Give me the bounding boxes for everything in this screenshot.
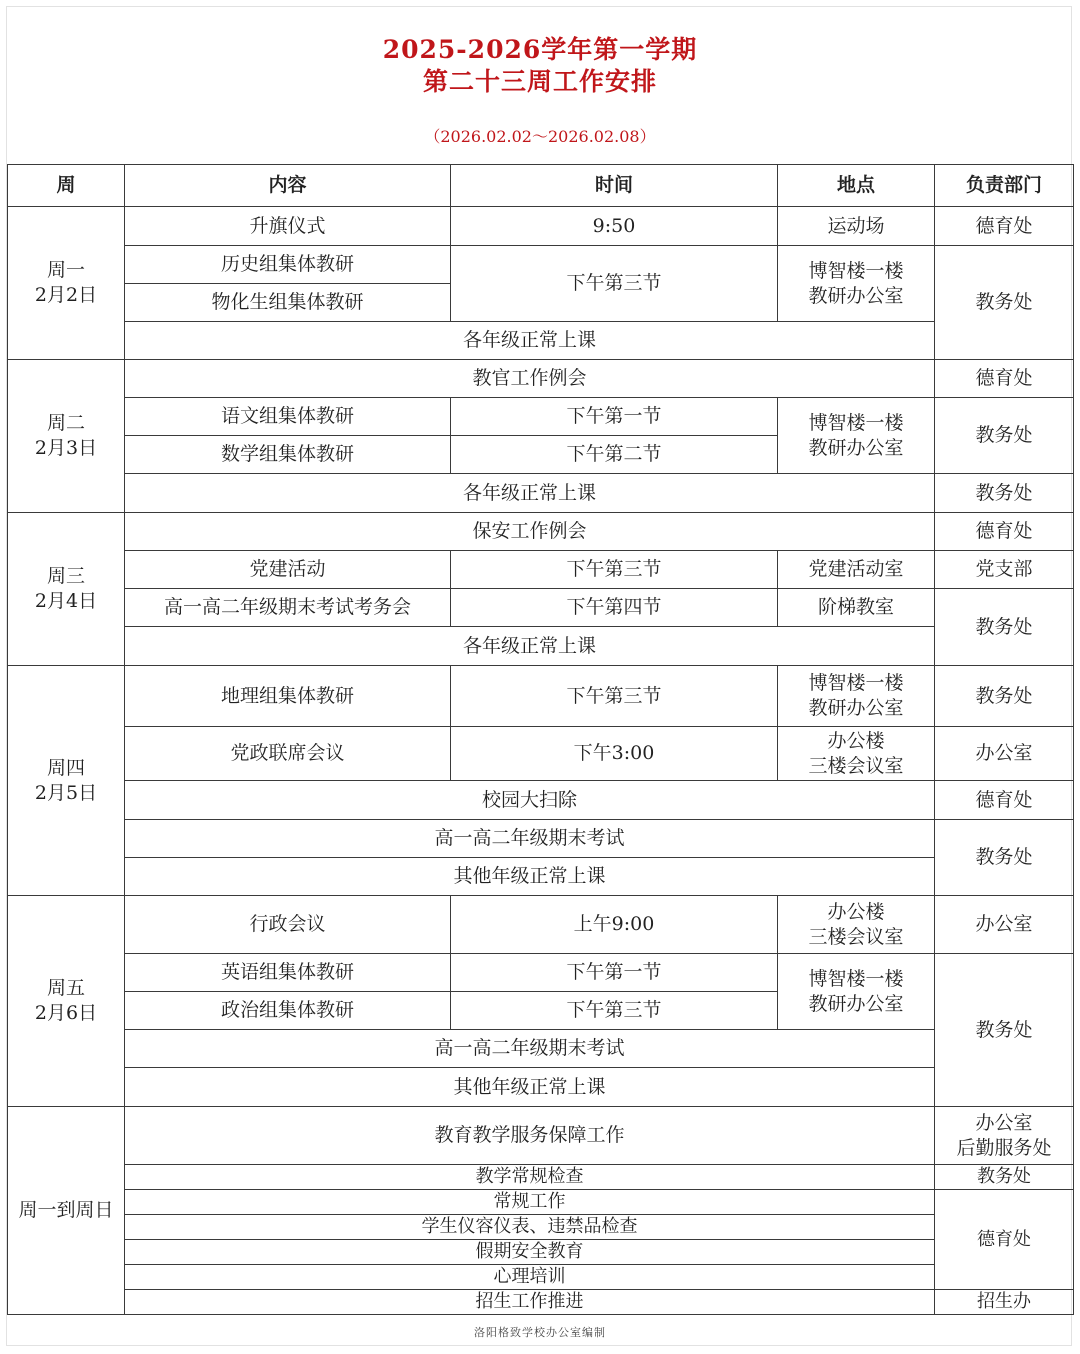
table-row — [8, 1265, 1074, 1290]
place-cell: 博智楼一楼 教研办公室 — [778, 398, 935, 474]
day-cell: 周一 2月2日 — [8, 207, 125, 360]
content-cell: 学生仪容仪表、违禁品检查 — [125, 1215, 935, 1240]
table-row — [8, 322, 1074, 360]
content-cell: 假期安全教育 — [125, 1240, 935, 1265]
table-row — [8, 781, 1074, 820]
time-cell: 9:50 — [451, 207, 778, 246]
header-place: 地点 — [778, 165, 935, 207]
content-cell: 各年级正常上课 — [125, 627, 935, 666]
content-cell: 其他年级正常上课 — [125, 1068, 935, 1107]
header-row — [8, 165, 1074, 207]
day-cell: 周四 2月5日 — [8, 666, 125, 896]
header-dept: 负责部门 — [935, 165, 1074, 207]
dept-cell: 办公室 后勤服务处 — [935, 1107, 1074, 1165]
time-cell: 下午3:00 — [451, 727, 778, 781]
content-cell: 保安工作例会 — [125, 513, 935, 551]
table-row — [8, 1240, 1074, 1265]
place-cell: 博智楼一楼 教研办公室 — [778, 666, 935, 727]
content-cell: 地理组集体教研 — [125, 666, 451, 727]
table-row — [8, 589, 1074, 627]
dept-cell: 教务处 — [935, 474, 1074, 513]
table-row — [8, 820, 1074, 858]
content-cell: 教学常规检查 — [125, 1165, 935, 1190]
dept-cell: 德育处 — [935, 513, 1074, 551]
content-cell: 政治组集体教研 — [125, 992, 451, 1030]
content-cell: 物化生组集体教研 — [125, 284, 451, 322]
content-cell: 语文组集体教研 — [125, 398, 451, 436]
schedule-table — [7, 164, 1074, 1315]
time-cell: 下午第一节 — [451, 954, 778, 992]
date-range: （2026.02.02～2026.02.08） — [424, 127, 656, 146]
place-cell: 博智楼一楼 教研办公室 — [778, 954, 935, 1030]
table-row — [8, 627, 1074, 666]
dept-cell: 教务处 — [935, 589, 1074, 666]
time-cell: 下午第三节 — [451, 992, 778, 1030]
dept-cell: 招生办 — [935, 1290, 1074, 1315]
content-cell: 招生工作推进 — [125, 1290, 935, 1315]
table-row — [8, 1190, 1074, 1215]
content-cell: 常规工作 — [125, 1190, 935, 1215]
table-row — [8, 513, 1074, 551]
dept-cell: 德育处 — [935, 1190, 1074, 1290]
time-cell: 下午第三节 — [451, 666, 778, 727]
table-row — [8, 551, 1074, 589]
table-row — [8, 474, 1074, 513]
content-cell: 其他年级正常上课 — [125, 858, 935, 896]
content-cell: 各年级正常上课 — [125, 474, 935, 513]
table-row — [8, 727, 1074, 781]
table-row — [8, 246, 1074, 284]
dept-cell: 德育处 — [935, 360, 1074, 398]
table-row — [8, 896, 1074, 954]
time-cell: 下午第四节 — [451, 589, 778, 627]
table-row — [8, 1215, 1074, 1240]
dept-cell: 德育处 — [935, 781, 1074, 820]
header-week: 周 — [8, 165, 125, 207]
content-cell: 英语组集体教研 — [125, 954, 451, 992]
day-cell: 周二 2月3日 — [8, 360, 125, 513]
dept-cell: 教务处 — [935, 954, 1074, 1107]
content-cell: 数学组集体教研 — [125, 436, 451, 474]
table-row — [8, 666, 1074, 727]
table-row — [8, 1107, 1074, 1165]
table-row — [8, 954, 1074, 992]
time-cell: 下午第一节 — [451, 398, 778, 436]
dept-cell: 教务处 — [935, 1165, 1074, 1190]
time-cell: 下午第三节 — [451, 246, 778, 322]
content-cell: 党建活动 — [125, 551, 451, 589]
place-cell: 党建活动室 — [778, 551, 935, 589]
table-row — [8, 1068, 1074, 1107]
dept-cell: 办公室 — [935, 896, 1074, 954]
time-cell: 下午第三节 — [451, 551, 778, 589]
content-cell: 教官工作例会 — [125, 360, 935, 398]
header-content: 内容 — [125, 165, 451, 207]
dept-cell: 教务处 — [935, 398, 1074, 474]
table-row — [8, 1165, 1074, 1190]
content-cell: 各年级正常上课 — [125, 322, 935, 360]
content-cell: 心理培训 — [125, 1265, 935, 1290]
table-row — [8, 207, 1074, 246]
table-row — [8, 1290, 1074, 1315]
content-cell: 党政联席会议 — [125, 727, 451, 781]
place-cell: 办公楼 三楼会议室 — [778, 727, 935, 781]
day-cell: 周五 2月6日 — [8, 896, 125, 1107]
time-cell: 上午9:00 — [451, 896, 778, 954]
content-cell: 高一高二年级期末考试考务会 — [125, 589, 451, 627]
dept-cell: 办公室 — [935, 727, 1074, 781]
place-cell: 运动场 — [778, 207, 935, 246]
title-line-1: 2025-2026学年第一学期 — [382, 35, 698, 64]
day-cell: 周三 2月4日 — [8, 513, 125, 666]
place-cell: 阶梯教室 — [778, 589, 935, 627]
footer-note: 洛阳格致学校办公室编制 — [474, 1326, 606, 1339]
dept-cell: 教务处 — [935, 666, 1074, 727]
dept-cell: 教务处 — [935, 820, 1074, 896]
content-cell: 高一高二年级期末考试 — [125, 820, 935, 858]
content-cell: 升旗仪式 — [125, 207, 451, 246]
table-row — [8, 398, 1074, 436]
content-cell: 历史组集体教研 — [125, 246, 451, 284]
dept-cell: 德育处 — [935, 207, 1074, 246]
content-cell: 高一高二年级期末考试 — [125, 1030, 935, 1068]
table-row — [8, 360, 1074, 398]
header-time: 时间 — [451, 165, 778, 207]
day-cell: 周一到周日 — [8, 1107, 125, 1315]
place-cell: 办公楼 三楼会议室 — [778, 896, 935, 954]
content-cell: 校园大扫除 — [125, 781, 935, 820]
dept-cell: 教务处 — [935, 246, 1074, 360]
content-cell: 教育教学服务保障工作 — [125, 1107, 935, 1165]
content-cell: 行政会议 — [125, 896, 451, 954]
table-row — [8, 1030, 1074, 1068]
place-cell: 博智楼一楼 教研办公室 — [778, 246, 935, 322]
time-cell: 下午第二节 — [451, 436, 778, 474]
title-line-2: 第二十三周工作安排 — [422, 67, 657, 96]
dept-cell: 党支部 — [935, 551, 1074, 589]
table-row — [8, 858, 1074, 896]
